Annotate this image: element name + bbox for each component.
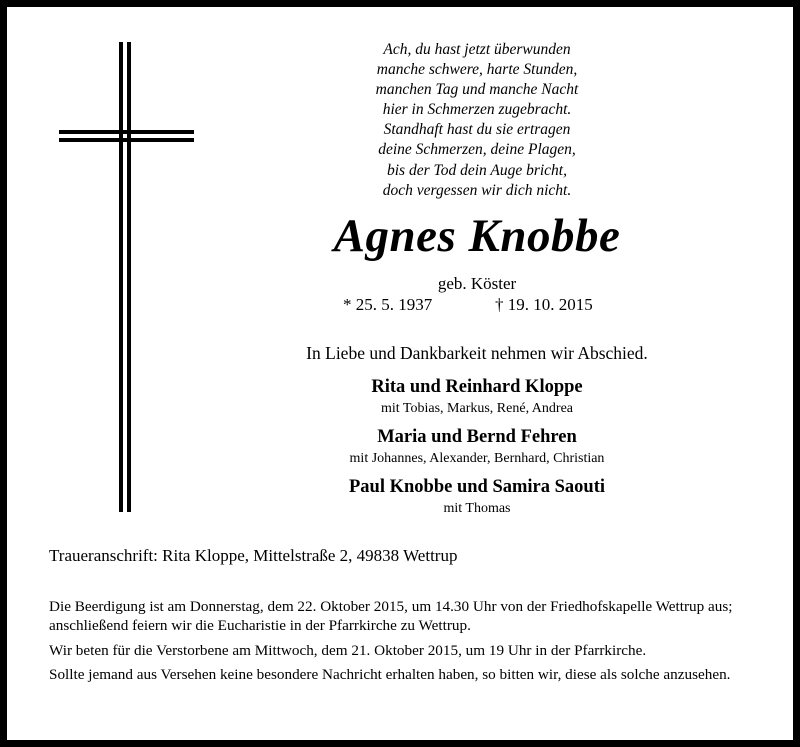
- funeral-notes: [49, 597, 779, 689]
- cross-icon: [59, 42, 194, 512]
- family-name: Maria und Bernd Fehren: [377, 427, 577, 447]
- memorial-poem: [277, 40, 677, 201]
- poem-line: bis der Tod dein Auge bricht,: [387, 161, 567, 179]
- deceased-name: Agnes Knobbe: [333, 210, 621, 262]
- family-name: Paul Knobbe und Samira Saouti: [349, 477, 605, 497]
- funeral-note: Die Beerdigung ist am Donnerstag, dem 22. Oktober 2015, um 14.30 Uhr von der Friedhofskapelle Wettrup aus; anschließend feiern wir die Eucharistie in der Pfarrkirche zu Wettrup.: [49, 598, 733, 635]
- poem-line: deine Schmerzen, deine Plagen,: [378, 141, 576, 159]
- poem-line: Standhaft hast du sie ertragen: [383, 121, 571, 139]
- mourning-address: Traueranschrift: Rita Kloppe, Mittelstraße 2, 49838 Wettrup: [49, 546, 458, 565]
- obituary-notice: [7, 7, 793, 740]
- poem-line: doch vergessen wir dich nicht.: [382, 181, 572, 199]
- poem-line: manchen Tag und manche Nacht: [375, 81, 579, 99]
- funeral-note: Wir beten für die Verstorbene am Mittwoch, dem 21. Oktober 2015, um 19 Uhr in der Pfarrkirche.: [49, 641, 647, 659]
- family-name: Rita und Reinhard Kloppe: [371, 377, 583, 397]
- family-children: mit Tobias, Markus, René, Andrea: [380, 401, 573, 416]
- mourners-list: [277, 374, 677, 524]
- death-date: † 19. 10. 2015: [495, 295, 593, 314]
- family-children: mit Johannes, Alexander, Bernhard, Christian: [349, 451, 605, 466]
- birth-date: * 25. 5. 1937: [343, 295, 433, 314]
- poem-line: Ach, du hast jetzt überwunden: [383, 41, 571, 58]
- family-children: mit Thomas: [443, 501, 511, 516]
- funeral-note: Sollte jemand aus Versehen keine besondere Nachricht erhalten haben, so bitten wir, diese als solche anzusehen.: [49, 665, 731, 683]
- maiden-name: geb. Köster: [437, 274, 517, 293]
- farewell-line: In Liebe und Dankbarkeit nehmen wir Abschied.: [306, 343, 648, 363]
- poem-line: hier in Schmerzen zugebracht.: [382, 101, 572, 119]
- poem-line: manche schwere, harte Stunden,: [376, 61, 578, 79]
